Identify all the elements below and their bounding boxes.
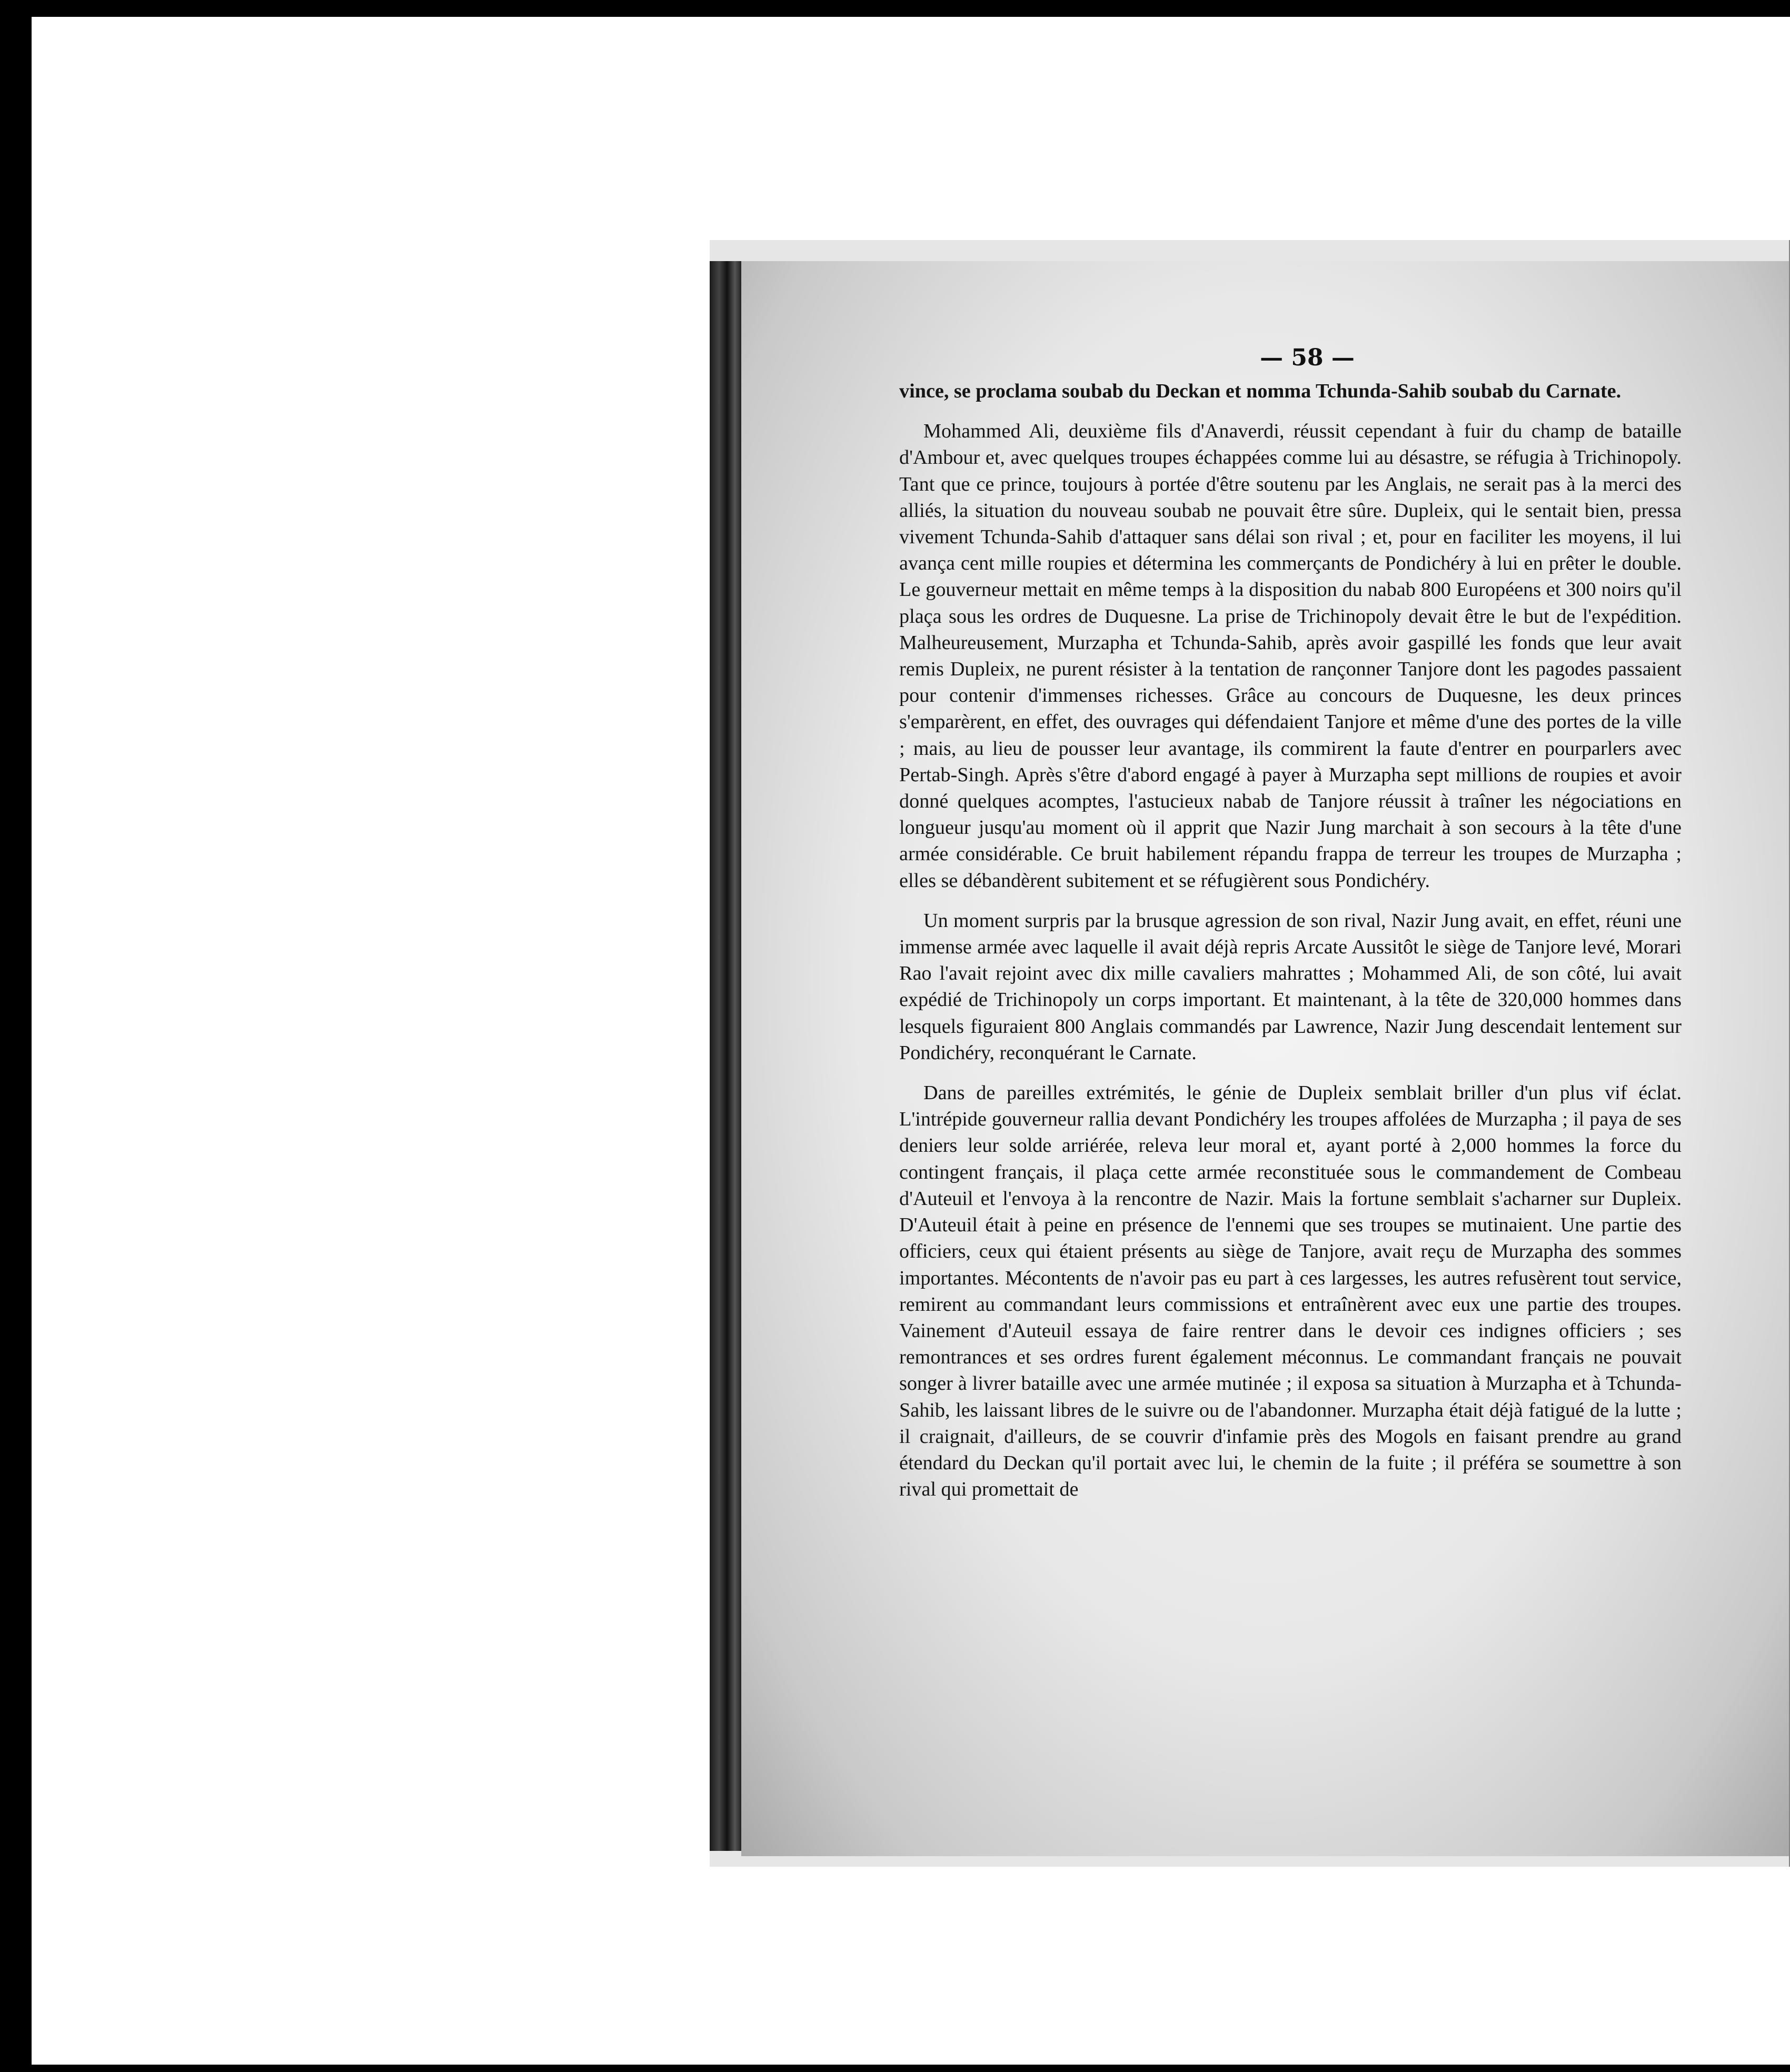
paragraph: Un moment surpris par la brusque agression de son rival, Nazir Jung avait, en effet, réuni une immense armée avec laquelle il avait déjà repris Arcate Aussitôt le siège de Tanjore levé, Morari Rao l'avait rejoint avec dix mille cavaliers mahrattes ; Mohammed Ali, de son côté, lui avait expédié de Trichinopoly un corps important. Et maintenant, à la tête de 320,000 hommes dans lesquels figuraient 800 Anglais commandés par Lawrence, Nazir Jung descendait lentement sur Pondichéry, reconquérant le Carnate. [899, 909, 1682, 1064]
page-number: — 58 — [1260, 344, 1355, 371]
book-spine [710, 261, 741, 1851]
body-text [899, 378, 1682, 1502]
microfilm-frame [32, 17, 1790, 2065]
paragraph: Dans de pareilles extrémités, le génie de Dupleix semblait briller d'un plus vif éclat. L'intrépide gouverneur rallia devant Pondichéry les troupes affolées de Murzapha ; il paya de ses deniers leur solde arriérée, releva leur moral et, ayant porté à 2,000 hommes la force du contingent français, il plaça cette armée reconstituée sous le commandement de Combeau d'Auteuil et l'envoya à la rencontre de Nazir. Mais la fortune semblait s'acharner sur Dupleix. D'Auteuil était à peine en présence de l'ennemi que ses troupes se mutinaient. Une partie des officiers, ceux qui étaient présents au siège de Tanjore, avait reçu de Murzapha des sommes importantes. Mécontents de n'avoir pas eu part à ces largesses, les autres refusèrent tout service, remirent au commandant leurs commissions et entraînèrent avec eux une partie des troupes. Vainement d'Auteuil essaya de faire rentrer dans le devoir ces indignes officiers ; ses remontrances et ses ordres furent également méconnus. Le commandant français ne pouvait songer à livrer bataille avec une armée mutinée ; il exposa sa situation à Murzapha et à Tchunda-Sahib, les laissant libres de le suivre ou de l'abandonner. Murzapha était déjà fatigué de la lutte ; il craignait, d'ailleurs, de se couvrir d'infamie près des Mogols en faisant prendre au grand étendard du Deckan qu'il portait avec lui, le chemin de la fuite ; il préféra se soumettre à son rival qui promettait de [899, 1082, 1682, 1501]
book-photograph [710, 240, 1790, 1867]
paragraph-continued: vince, se proclama soubab du Deckan et nomma Tchunda-Sahib soubab du Carnate. [899, 380, 1622, 402]
book-page [741, 261, 1789, 1856]
paragraph: Mohammed Ali, deuxième fils d'Anaverdi, réussit cependant à fuir du champ de bataille d'Ambour et, avec quelques troupes échappées comme lui au désastre, se réfugia à Trichinopoly. Tant que ce prince, toujours à portée d'être soutenu par les Anglais, ne serait pas à la merci des alliés, la situation du nouveau soubab ne pouvait être sûre. Dupleix, qui le sentait bien, pressa vivement Tchunda-Sahib d'attaquer sans délai son rival ; et, pour en faciliter les moyens, il lui avança cent mille roupies et détermina les commerçants de Pondichéry à lui en prêter le double. Le gouverneur mettait en même temps à la disposition du nabab 800 Européens et 300 noirs qu'il plaça sous les ordres de Duquesne. La prise de Trichinopoly devait être le but de l'expédition. Malheureusement, Murzapha et Tchunda-Sahib, après avoir gaspillé les fonds que leur avait remis Dupleix, ne purent résister à la tentation de rançonner Tanjore dont les pagodes passaient pour contenir d'immenses richesses. Grâce au concours de Duquesne, les deux princes s'emparèrent, en effet, des ouvrages qui défendaient Tanjore et même d'une des portes de la ville ; mais, au lieu de pousser leur avantage, ils commirent la faute d'entrer en pourparlers avec Pertab-Singh. Après s'être d'abord engagé à payer à Murzapha sept millions de roupies et avoir donné quelques acomptes, l'astucieux nabab de Tanjore réussit à traîner les négociations en longueur jusqu'au moment où il apprit que Nazir Jung marchait à son secours à la tête d'une armée considérable. Ce bruit habilement répandu frappa de terreur les troupes de Murzapha ; elles se débandèrent subitement et se réfugièrent sous Pondichéry. [899, 420, 1682, 892]
